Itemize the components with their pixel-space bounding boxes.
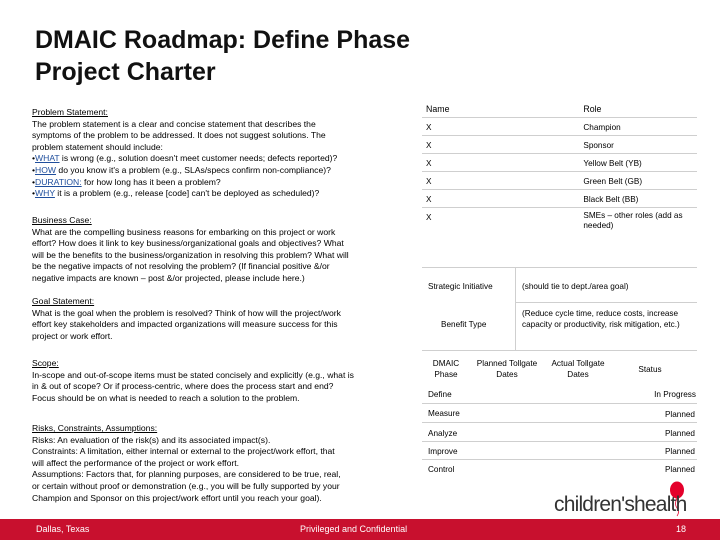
team-table <box>422 101 697 237</box>
risks-line: or certain without proof or demonstration (e.g., you will be fully supported by your <box>32 480 340 491</box>
risks-line: Assumptions: Factors that, for planning purposes, are considered to be true, real, <box>32 469 341 480</box>
business-case-line: will be the benefits to the business/organization in resolving this problem? What will <box>32 249 349 260</box>
table-row <box>422 117 697 135</box>
divider <box>515 267 516 350</box>
title-line-2: Project Charter <box>35 58 216 86</box>
team-table-header <box>422 101 697 117</box>
column-header-role: Role <box>583 104 602 114</box>
divider <box>422 350 697 351</box>
scope-line: in & out of scope? Or if process-centric, where does the process start and end? <box>32 381 334 392</box>
divider <box>422 422 697 423</box>
role-cell: Black Belt (BB) <box>579 189 697 207</box>
status-cell: Planned <box>664 465 695 474</box>
goal-statement-section <box>32 296 417 342</box>
page-number: 18 <box>676 524 687 534</box>
role-cell: Green Belt (GB) <box>579 171 697 189</box>
role-cell: SMEs – other roles (add as needed) <box>579 207 697 237</box>
table-row <box>422 207 697 237</box>
problem-bullet-why: •WHY it is a problem (e.g., release [code] can't be deployed as scheduled)? <box>32 188 320 199</box>
table-row <box>422 189 697 207</box>
table-row <box>422 171 697 189</box>
goal-statement-heading: Goal Statement: <box>32 296 95 306</box>
business-case-section <box>32 215 417 285</box>
goal-line: effort key stakeholders and impacted organizations will measure success for this <box>32 319 338 330</box>
problem-statement-section <box>32 107 417 200</box>
strategic-initiative-label: Strategic Initiative <box>428 282 493 291</box>
problem-bullet-what: •WHAT is wrong (e.g., solution doesn't meet customer needs; defects reported)? <box>32 153 338 164</box>
status-cell: Planned <box>664 429 695 438</box>
divider <box>422 267 697 268</box>
footer-bar <box>0 519 720 540</box>
column-header-status: Status <box>638 365 662 374</box>
column-header-planned-dates: Planned Tollgate Dates <box>476 359 538 379</box>
strategic-initiative-value: (should tie to dept./area goal) <box>522 282 629 291</box>
risks-line: Constraints: A limitation, either internal or external to the project/work effort, that <box>32 446 335 457</box>
divider <box>422 403 697 404</box>
column-header-actual-dates: Actual Tollgate Dates <box>551 359 605 379</box>
benefit-type-label: Benefit Type <box>441 320 487 329</box>
problem-statement-heading: Problem Statement: <box>32 107 108 117</box>
name-cell: X <box>422 207 579 237</box>
role-cell: Yellow Belt (YB) <box>579 153 697 171</box>
risks-heading: Risks, Constraints, Assumptions: <box>32 423 158 433</box>
status-cell: Planned <box>664 410 695 419</box>
goal-line: project or work effort. <box>32 330 113 341</box>
business-case-heading: Business Case: <box>32 215 92 225</box>
name-cell: X <box>422 135 579 153</box>
name-cell: X <box>422 171 579 189</box>
page-title <box>35 24 595 88</box>
role-cell: Sponsor <box>579 135 697 153</box>
phase-cell: Define <box>428 390 452 399</box>
problem-bullet-duration: •DURATION: for how long has it been a problem? <box>32 176 221 187</box>
divider <box>422 441 697 442</box>
scope-heading: Scope: <box>32 358 59 368</box>
name-cell: X <box>422 189 579 207</box>
scope-line: Focus should be on what is needed to reach a solution to the problem. <box>32 392 300 403</box>
problem-line: symptoms of the problem to be addressed. It does not suggest solutions. The <box>32 130 326 141</box>
status-cell: Planned <box>664 447 695 456</box>
childrens-health-logo <box>553 480 693 520</box>
benefit-type-value: (Reduce cycle time, reduce costs, increase capacity or productivity, risk mitigation, etc.) <box>522 309 680 329</box>
title-line-1: DMAIC Roadmap: Define Phase <box>35 26 411 54</box>
phase-cell: Measure <box>428 409 460 418</box>
risks-line: will affect the performance of the project or work effort. <box>32 457 239 468</box>
footer-confidentiality: Privileged and Confidential <box>300 524 408 534</box>
role-cell: Champion <box>579 117 697 135</box>
business-case-line: be the negative impacts of not resolving the problem? (If financial positive &/or <box>32 261 330 272</box>
problem-line: problem statement should include: <box>32 141 163 152</box>
goal-line: What is the goal when the problem is resolved? Think of how will the project/work <box>32 307 341 318</box>
problem-line: The problem statement is a clear and concise statement that describes the <box>32 118 316 129</box>
divider <box>515 302 697 303</box>
column-header-name: Name <box>426 104 450 114</box>
business-case-line: What are the compelling business reasons for embarking on this project or work <box>32 226 336 237</box>
business-case-line: negative impacts are known – post &/or projected, please include here.) <box>32 272 305 283</box>
problem-bullet-how: •HOW do you know it's a problem (e.g., SLAs/specs confirm non-compliance)? <box>32 164 331 175</box>
phase-cell: Analyze <box>428 429 458 438</box>
scope-section <box>32 358 417 404</box>
table-row <box>422 153 697 171</box>
risks-line: Champion and Sponsor on this project/work effort until you reach your goal). <box>32 492 322 503</box>
name-cell: X <box>422 117 579 135</box>
status-cell: In Progress <box>654 390 696 399</box>
risks-section <box>32 423 417 504</box>
risks-line: Risks: An evaluation of the risk(s) and its associated impact(s). <box>32 434 271 445</box>
column-header-dmaic-phase: DMAIC Phase <box>432 359 460 379</box>
name-cell: X <box>422 153 579 171</box>
table-row <box>422 135 697 153</box>
divider <box>422 459 697 460</box>
phase-cell: Control <box>428 465 455 474</box>
business-case-line: effort? How does it link to key business/organizational goals and objectives? What <box>32 238 344 249</box>
logo-wordmark: children'shealth <box>554 493 687 516</box>
phase-cell: Improve <box>428 447 458 456</box>
scope-line: In-scope and out-of-scope items must be stated concisely and explicitly (e.g., what is <box>32 369 354 380</box>
footer-location: Dallas, Texas <box>36 524 90 534</box>
